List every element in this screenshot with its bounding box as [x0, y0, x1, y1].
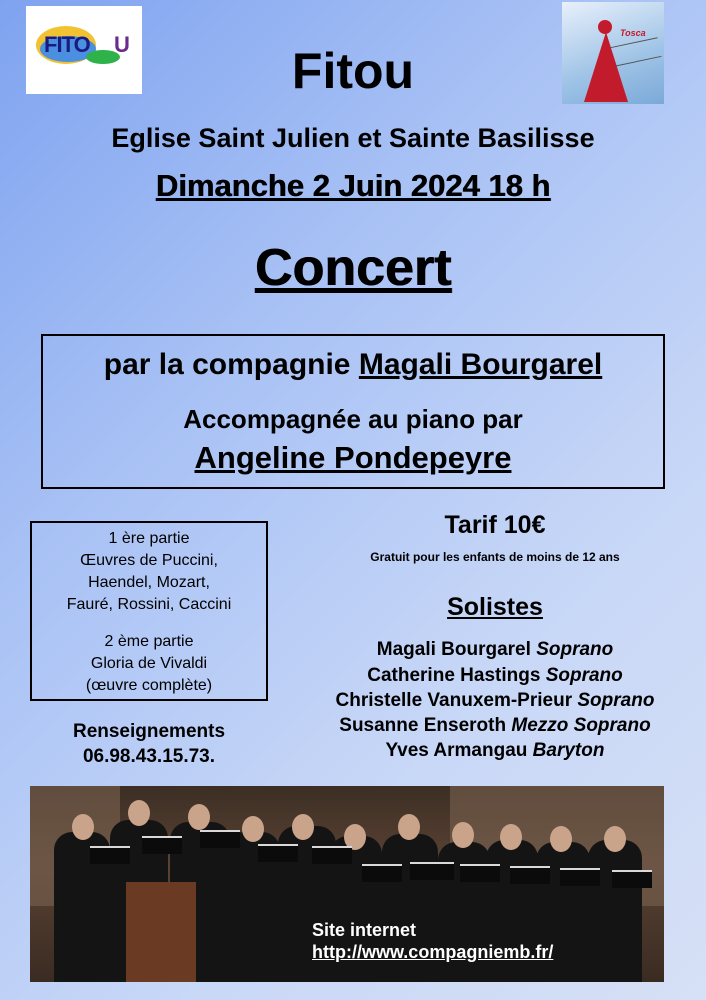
info-label: Renseignements: [72, 721, 226, 742]
fitou-logo-text: FITO: [44, 32, 90, 57]
soloist-voice: Soprano: [545, 665, 623, 686]
soloist-item: [280, 715, 706, 737]
choir-photo: [30, 786, 664, 982]
info-phone: 06.98.43.15.73.: [82, 746, 216, 767]
part2-line: Gloria de Vivaldi: [90, 655, 208, 672]
soloist-name: Susanne Enseroth: [339, 715, 507, 736]
church-name: Eglise Saint Julien et Sainte Basilisse: [111, 123, 595, 153]
website-url[interactable]: http://www.compagniemb.fr/: [312, 942, 554, 962]
part1-line: Fauré, Rossini, Caccini: [66, 596, 232, 613]
soloist-name: Magali Bourgarel: [376, 639, 531, 660]
free-entry-note: Gratuit pour les enfants de moins de 12 ans: [370, 550, 620, 564]
part1-title: 1 ère partie: [108, 530, 190, 547]
soloist-item: [280, 740, 706, 762]
part2-title: 2 ème partie: [104, 633, 194, 650]
part1-line: Œuvres de Puccini,: [80, 552, 218, 569]
program-part-2: [32, 631, 266, 697]
program-box: [30, 521, 268, 701]
company-line: [43, 348, 663, 382]
pianist-name: Angeline Pondepeyre: [194, 440, 512, 475]
soloist-voice: Soprano: [536, 639, 614, 660]
soloist-voice: Baryton: [532, 740, 605, 761]
soloist-voice: Soprano: [577, 690, 655, 711]
piano-accompaniment-label: Accompagnée au piano par: [183, 404, 523, 434]
soloist-name: Catherine Hastings: [367, 665, 541, 686]
piano: [126, 882, 196, 982]
program-part-1: [32, 528, 266, 616]
website-label: Site internet: [312, 920, 417, 940]
soloist-name: Yves Armangau: [385, 740, 528, 761]
ticket-price: Tarif 10€: [444, 511, 546, 539]
concert-heading: Concert: [254, 239, 452, 297]
company-box: [41, 334, 665, 489]
part2-line: (œuvre complète): [85, 677, 213, 694]
concert-date: Dimanche 2 Juin 2024 18 h: [155, 168, 551, 203]
soloist-name: Christelle Vanuxem-Prieur: [335, 690, 573, 711]
poster-title: Fitou: [291, 43, 415, 99]
company-prefix: par la compagnie: [103, 348, 351, 381]
part1-line: Haendel, Mozart,: [88, 574, 210, 591]
soloist-voice: Mezzo Soprano: [511, 715, 651, 736]
soloists-heading: Solistes: [447, 593, 543, 621]
company-name: Magali Bourgarel: [358, 348, 603, 381]
tosca-logo: Tosca: [562, 2, 664, 104]
soloist-item: [280, 665, 706, 687]
soloist-item: [280, 690, 706, 712]
soloist-item: [280, 639, 706, 661]
fitou-logo: FITO U: [26, 6, 142, 94]
